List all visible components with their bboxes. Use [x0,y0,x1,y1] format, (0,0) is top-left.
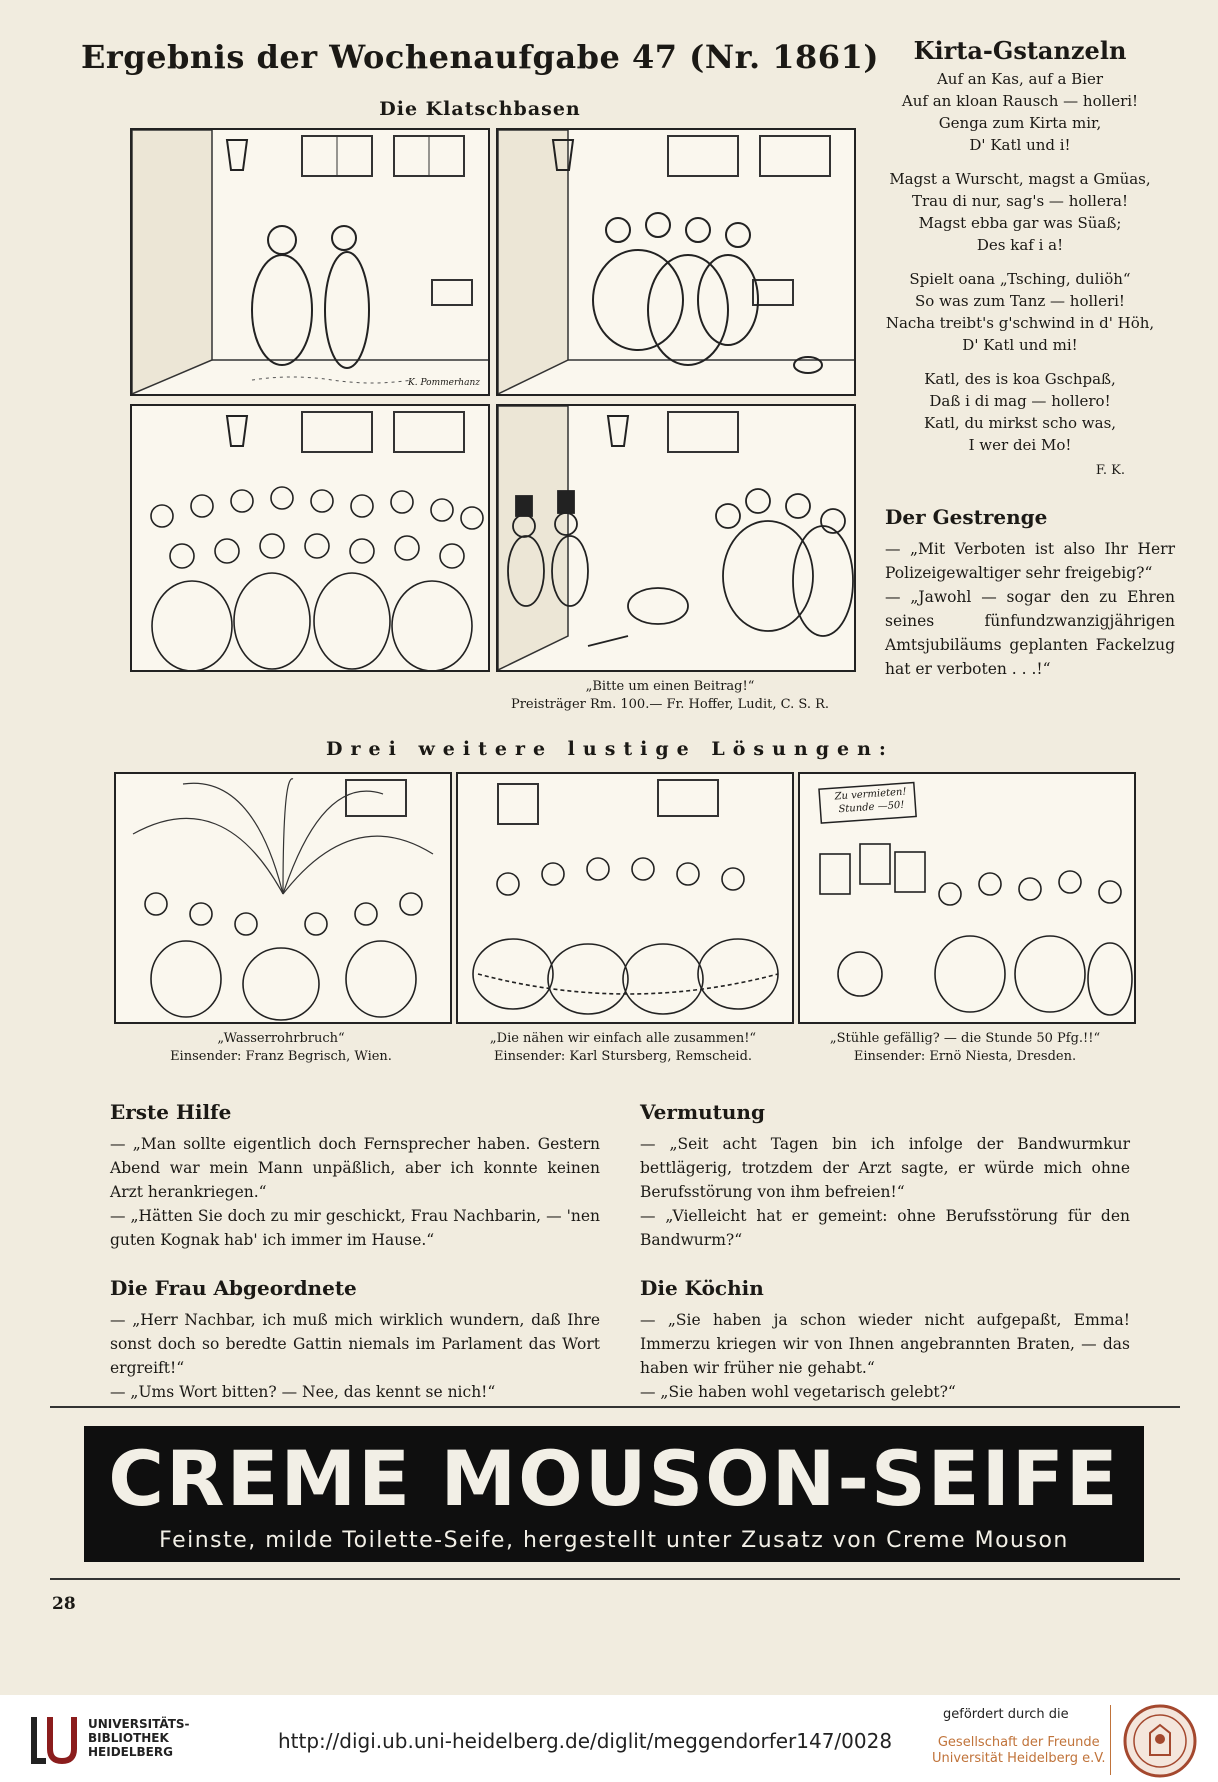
poem-stanza [875,368,1165,456]
joke-line: — „Sie haben ja schon wieder nicht aufgepaßt, Emma! Immerzu kriegen wir von Ihnen angebrannten Braten, — das haben wir früher nie gehabt.“ [640,1311,1130,1377]
joke-erste-hilfe [110,1100,600,1252]
university-library-logo-icon [28,1713,78,1767]
poem-line: I wer dei Mo! [968,436,1072,454]
joke-line: — „Mit Verboten ist also Ihr Herr Polizeigewaltiger sehr freigebig?“ [885,540,1175,582]
joke-line: — „Sie haben wohl vegetarisch gelebt?“ [640,1383,956,1401]
ad-brand: CREME MOUSON-SEIFE [108,1434,1120,1523]
digitization-url[interactable]: http://digi.ub.uni-heidelberg.de/diglit/meggendorfer147/0028 [278,1729,893,1753]
university-seal-icon [1122,1703,1198,1779]
sponsor-name [932,1735,1106,1767]
ad-tagline: Feinste, milde Toilette-Seife, hergestellt unter Zusatz von Creme Mouson [159,1528,1069,1553]
joke-frau-abgeordnete [110,1276,600,1404]
joke-vermutung [640,1100,1130,1252]
solution-submitter: Einsender: Karl Stursberg, Remscheid. [493,1049,753,1064]
joke-title: Die Köchin [640,1276,764,1300]
solution-3-caption [798,1030,1132,1066]
poem-line: Genga zum Kirta mir, [938,114,1102,132]
poem-line: Katl, du mirkst scho was, [923,414,1117,432]
poem-kirta-gstanzeln [875,36,1165,482]
library-name [88,1717,190,1759]
poem-line: Daß i di mag — hollero! [929,392,1111,410]
ad-creme-mouson [84,1426,1144,1562]
main-caption-quote: „Bitte um einen Beitrag!“ [585,679,755,694]
library-name-line: UNIVERSITÄTS- [88,1717,190,1731]
poem-line: Auf an kloan Rausch — holleri! [901,92,1139,110]
poem-stanza [875,268,1165,356]
cartoon-panel-1 [130,128,490,396]
poem-line: Des kaf i a! [976,236,1064,254]
poem-line: Spielt oana „Tsching, duliöh“ [909,270,1131,288]
footer-divider [1110,1705,1111,1775]
poem-line: Nacha treibt's g'schwind in d' Höh, [885,314,1155,332]
page-title: Ergebnis der Wochenaufgabe 47 (Nr. 1861) [81,38,879,76]
page-number: 28 [52,1594,76,1614]
solution-panel-2 [456,772,794,1024]
joke-line: — „Seit acht Tagen bin ich infolge der Bandwurmkur bettlägerig, trotzdem der Arzt sagte, er würde mich ohne Berufsstörung von ihm befreien!“ [640,1135,1130,1201]
joke-line: — „Man sollte eigentlich doch Fernsprecher haben. Gestern Abend war mein Mann unpäßlich, aber ich konnte keinen Arzt herankriegen.“ [110,1135,600,1201]
cartoon-panel-4 [496,404,856,672]
poem-line: So was zum Tanz — holleri! [915,292,1125,310]
artist-signature: K. Pommerhanz [408,378,480,388]
sponsor-line: Universität Heidelberg e.V. [932,1751,1106,1766]
solution-panel-1 [114,772,452,1024]
solution-1-drawing [116,774,450,1022]
digitization-footer [0,1695,1218,1782]
poem-stanza [875,68,1165,156]
joke-line: — „Ums Wort bitten? — Nee, das kennt se nich!“ [110,1383,496,1401]
poem-line: D' Katl und mi! [962,336,1078,354]
main-cartoon-caption [470,678,870,714]
three-solutions-heading: Drei weitere lustige Lösungen: [326,738,894,760]
poem-signature: F. K. [1095,463,1125,478]
poem-line: D' Katl und i! [969,136,1071,154]
poem-stanza [875,168,1165,256]
main-cartoon-subtitle: Die Klatschbasen [379,98,581,120]
joke-title: Vermutung [640,1100,765,1124]
ad-top-rule [50,1406,1180,1408]
panel-2-drawing [498,130,854,394]
solution-1-caption [114,1030,448,1066]
joke-title: Die Frau Abgeordnete [110,1276,357,1300]
library-name-line: BIBLIOTHEK [88,1731,169,1745]
joke-line: — „Vielleicht hat er gemeint: ohne Berufsstörung für den Bandwurm?“ [640,1207,1130,1249]
library-name-line: HEIDELBERG [88,1745,173,1759]
joke-koechin [640,1276,1130,1404]
solution-panel-3 [798,772,1136,1024]
poem-line: Magst ebba gar was Süaß; [918,214,1122,232]
joke-line: — „Herr Nachbar, ich muß mich wirklich wundern, daß Ihre sonst doch so beredte Gattin niemals im Parlament das Wort ergreift!“ [110,1311,600,1377]
poem-title: Kirta-Gstanzeln [913,36,1127,65]
cartoon-panel-3 [130,404,490,672]
solution-2-drawing [458,774,792,1022]
poem-line: Auf an Kas, auf a Bier [936,70,1104,88]
joke-line: — „Hätten Sie doch zu mir geschickt, Frau Nachbarin, — 'nen guten Kognak hab' ich immer im Hause.“ [110,1207,600,1249]
solution-submitter: Einsender: Ernö Niesta, Dresden. [853,1049,1077,1064]
sign-line: Zu vermieten! [834,786,907,803]
solution-2-caption [456,1030,790,1066]
poem-line: Trau di nur, sag's — hollera! [912,192,1128,210]
sponsor-label: gefördert durch die [943,1707,1069,1722]
solution-caption-text: „Die nähen wir einfach alle zusammen!“ [489,1031,757,1046]
sponsor-line: Gesellschaft der Freunde [937,1735,1100,1750]
poem-line: Katl, des is koa Gschpaß, [924,370,1116,388]
ad-bottom-rule [50,1578,1180,1580]
solution-caption-text: „Wasserrohrbruch“ [217,1031,345,1046]
joke-der-gestrenge [885,505,1175,681]
poem-line: Magst a Wurscht, magst a Gmüas, [889,170,1151,188]
panel-1-drawing [132,130,488,394]
sign-line: Stunde —50! [838,799,905,816]
solution-submitter: Einsender: Franz Begrisch, Wien. [170,1049,392,1064]
joke-line: — „Jawohl — sogar den zu Ehren seines fünfundzwanzigjährigen Amtsjubiläums geplanten Fackelzug hat er verboten . . .!“ [885,588,1175,678]
main-caption-winner: Preisträger Rm. 100.— Fr. Hoffer, Ludit, C. S. R. [510,697,830,712]
joke-title: Der Gestrenge [885,505,1048,529]
panel-3-drawing [132,406,488,670]
joke-title: Erste Hilfe [110,1100,232,1124]
panel-4-drawing [498,406,854,670]
solution-caption-text: „Stühle gefällig? — die Stunde 50 Pfg.!!“ [829,1031,1101,1046]
cartoon-panel-2 [496,128,856,396]
